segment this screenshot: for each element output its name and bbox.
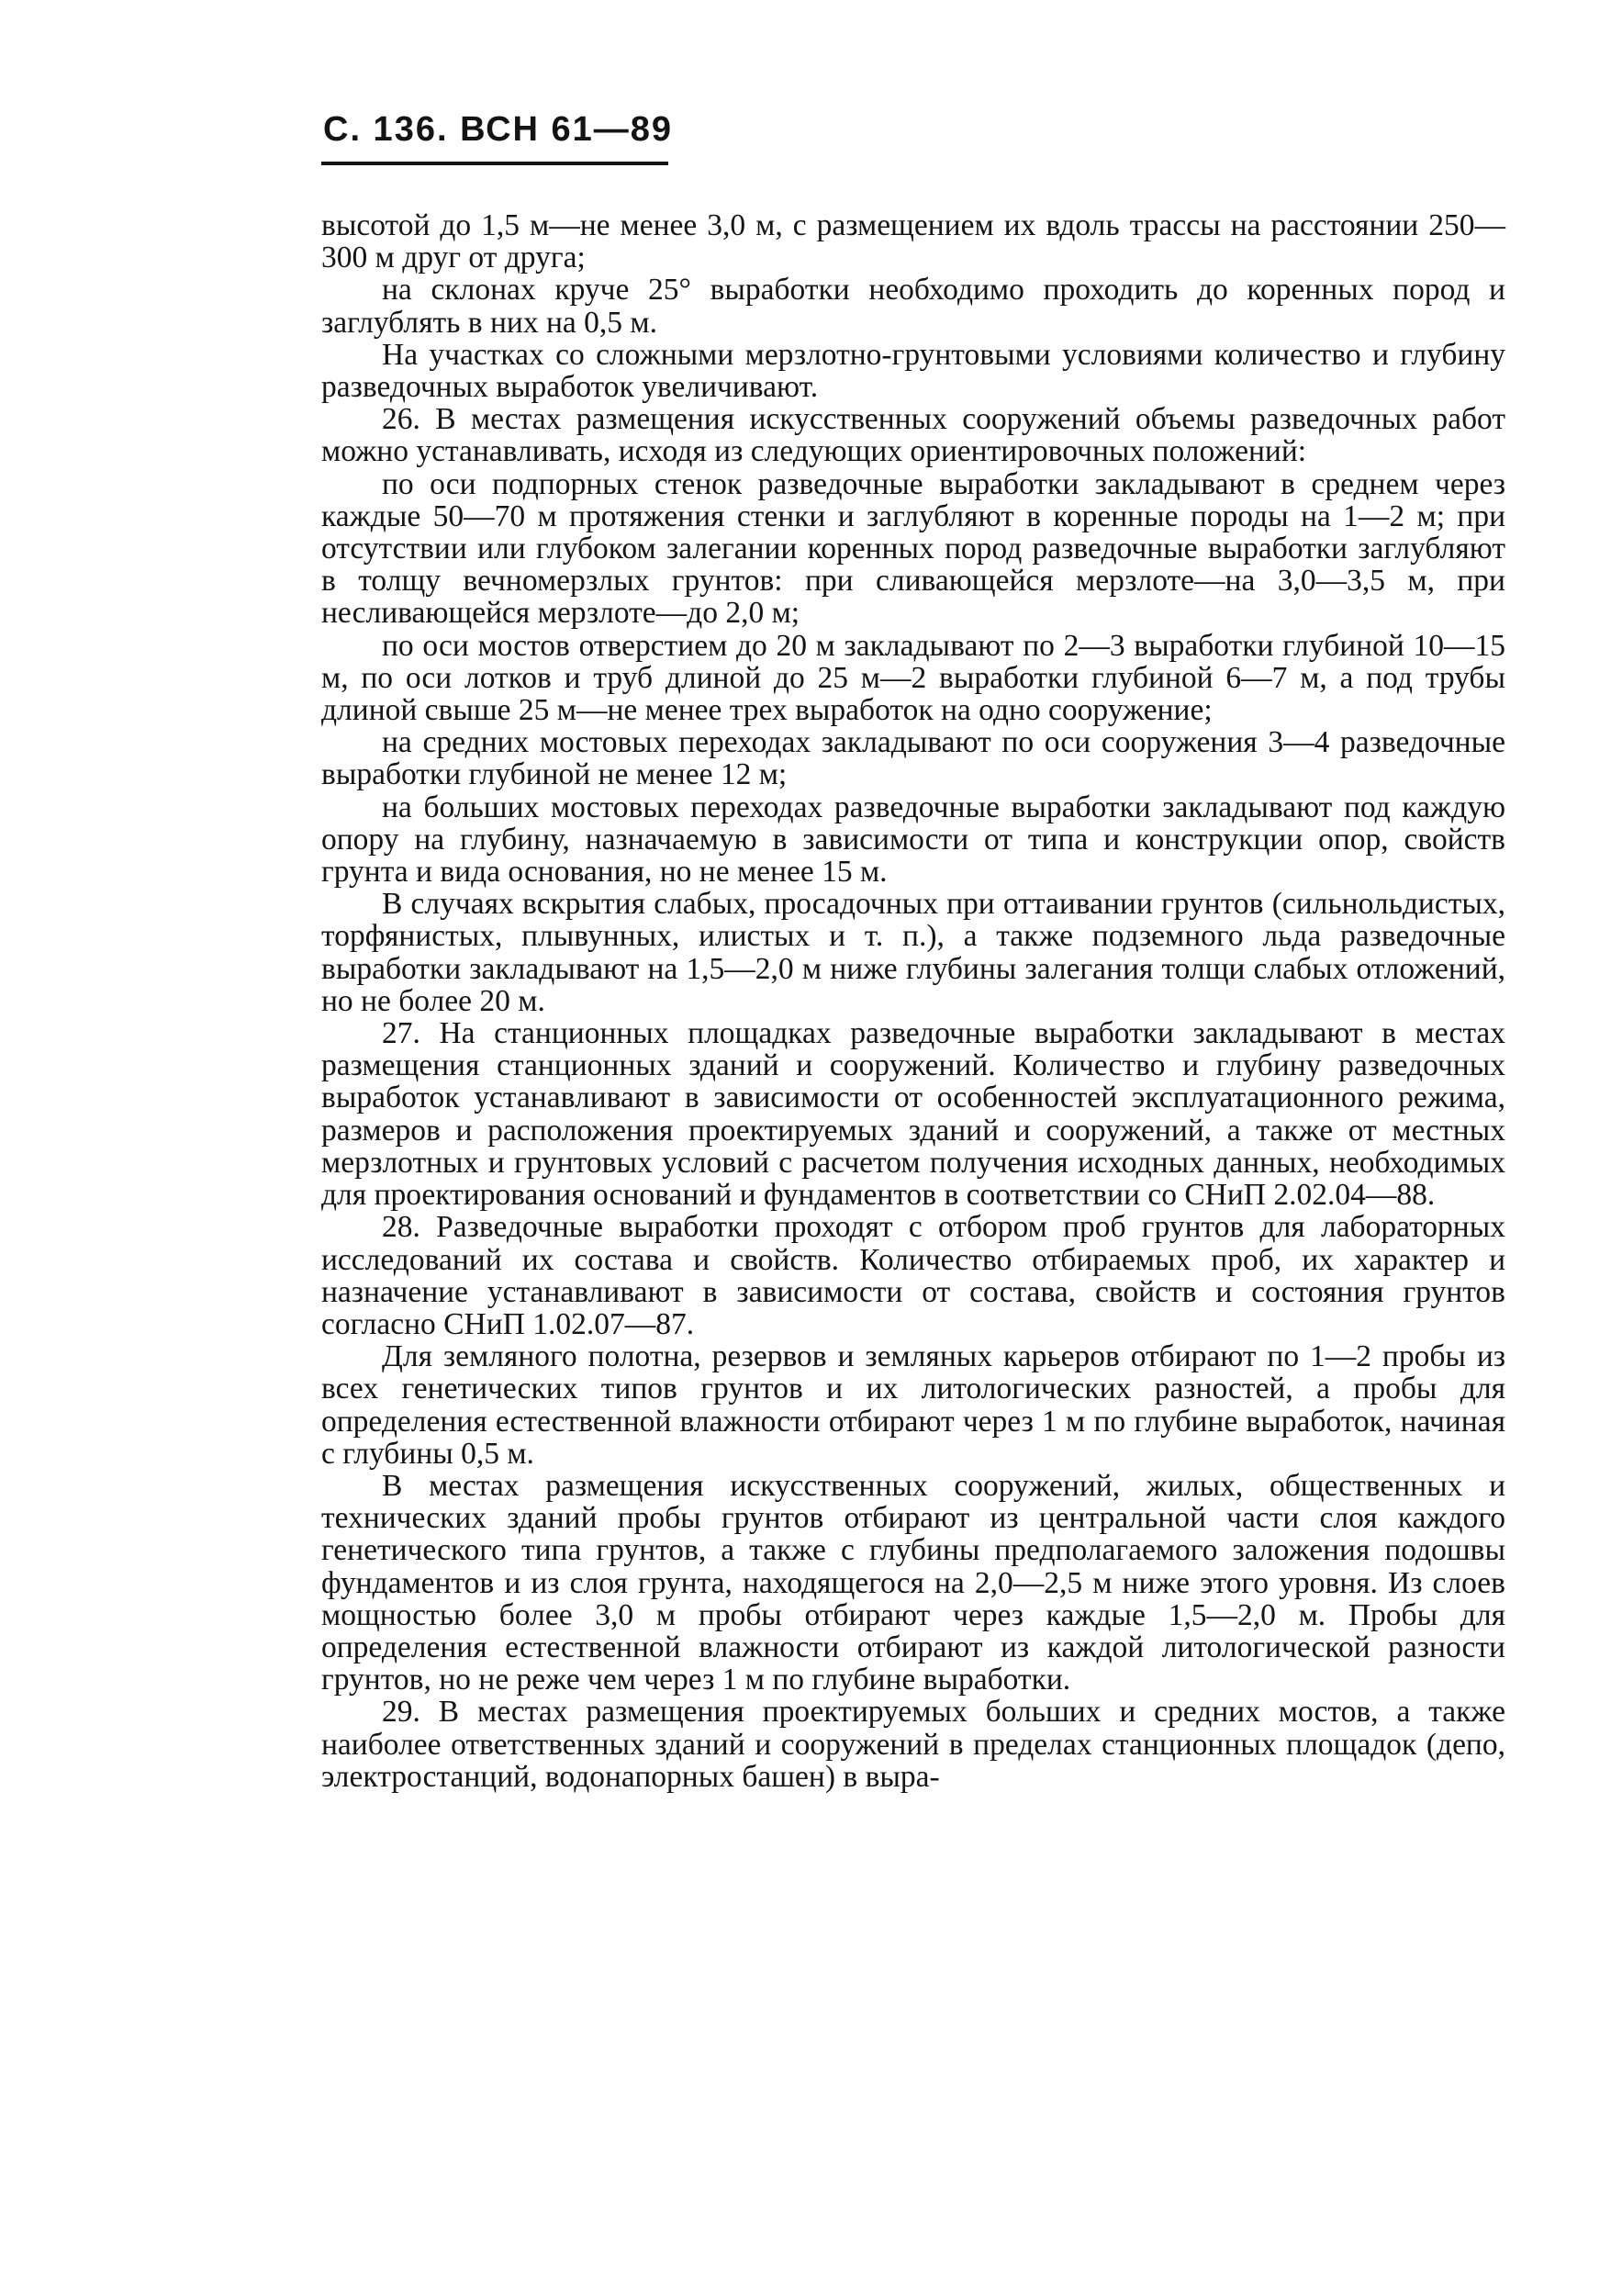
- paragraph-7: на больших мостовых переходах разведочные выработки закладывают под каждую опору на глубину, назначаемую в зависимости от типа и конструкции опор, свойств грунта и вида основания, но не менее 15 м.: [321, 790, 1505, 890]
- paragraph-4: по оси подпорных стенок разведочные выработки закладывают в среднем через каждые 50—70 м протяжения стенки и заглубляют в коренные породы на 1—2 м; при отсутствии или глубоком залегании коренных пород разведочные выработки заглубляют в толщу вечномерзлых грунтов: при сливающейся мерзлоте—на 3,0—3,5 м, при несливающейся мерзлоте—до 2,0 м;: [321, 466, 1505, 631]
- paragraph-8: В случаях вскрытия слабых, просадочных при оттаивании грунтов (сильнольдистых, торфянистых, плывунных, илистых и т. п.), а также подземного льда разведочные выработки закладывают на 1,5—2,0 м ниже глубины залегания толщи слабых отложений, но не более 20 м.: [321, 887, 1505, 1018]
- paragraph-12: В местах размещения искусственных сооружений, жилых, общественных и технических зданий пробы грунтов отбирают из центральной части слоя каждого генетического типа грунтов, а также с глубины предполагаемого заложения подошвы фундаментов и из слоя грунта, находящегося на 2,0—2,5 м ниже этого уровня. Из слоев мощностью более 3,0 м пробы отбирают через каждые 1,5—2,0 м. Пробы для определения естественной влажности отбирают из каждой литологической разности грунтов, но не реже чем через 1 м по глубине выработки.: [321, 1468, 1505, 1697]
- paragraph-29: 29. В местах размещения проектируемых больших и средних мостов, а также наиболее ответственных зданий и сооружений в пределах станционных площадок (депо, электростанций, водонапорных башен) в выра-: [321, 1695, 1505, 1794]
- paragraph-6: на средних мостовых переходах закладывают по оси сооружения 3—4 разведочные выработки глубиной не менее 12 м;: [321, 725, 1505, 792]
- paragraph-11: Для земляного полотна, резервов и земляных карьеров отбирают по 1—2 пробы из всех генетических типов грунтов и их литологических разностей, а пробы для определения естественной влажности отбирают через 1 м по глубине выработок, начиная с глубины 0,5 м.: [321, 1339, 1505, 1471]
- paragraph-27: 27. На станционных площадках разведочные выработки закладывают в местах размещения станционных зданий и сооружений. Количество и глубину разведочных выработок устанавливают в зависимости от особенностей эксплуатационного режима, размеров и расположения проектируемых зданий и сооружений, а также от местных мерзлотных и грунтовых условий с расчетом получения исходных данных, необходимых для проектирования оснований и фундаментов в соответствии со СНиП 2.02.04—88.: [321, 1016, 1505, 1213]
- paragraph-2: На участках со сложными мерзлотно-грунтовыми условиями количество и глубину разведочных выработок увеличивают.: [321, 337, 1505, 405]
- paragraph-28: 28. Разведочные выработки проходят с отбором проб грунтов для лабораторных исследований их состава и свойств. Количество отбираемых проб, их характер и назначение устанавливают в зависимости от состава, свойств и состояния грунтов согласно СНиП 1.02.07—87.: [321, 1210, 1505, 1341]
- page-header: С. 136. ВСН 61—89: [323, 110, 674, 149]
- paragraph-0: высотой до 1,5 м—не менее 3,0 м, с размещением их вдоль трассы на расстоянии 250—300 м друг от друга;: [321, 208, 1505, 275]
- header-rule: [321, 162, 668, 165]
- paragraph-5: по оси мостов отверстием до 20 м закладывают по 2—3 выработки глубиной 10—15 м, по оси лотков и труб длиной до 25 м—2 выработки глубиной 6—7 м, а под трубы длиной свыше 25 м—не менее трех выработок на одно сооружение;: [321, 628, 1505, 728]
- document-body: [321, 209, 1505, 1793]
- paragraph-1: на склонах круче 25° выработки необходимо проходить до коренных пород и заглублять в них на 0,5 м.: [321, 273, 1505, 340]
- paragraph-26: 26. В местах размещения искусственных сооружений объемы разведочных работ можно устанавливать, исходя из следующих ориентировочных положений:: [321, 402, 1505, 469]
